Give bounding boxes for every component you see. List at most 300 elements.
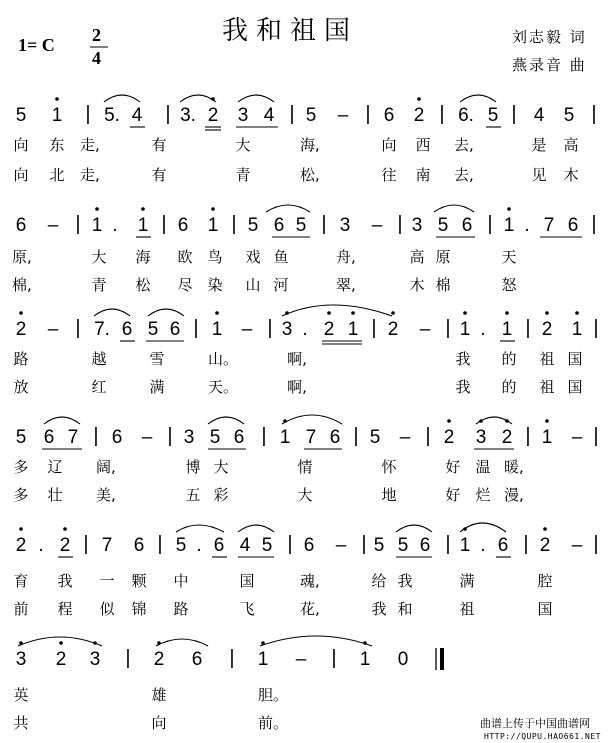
lyric: 大 [235,136,251,154]
slur [282,415,342,424]
dash: – [571,427,583,448]
slur [180,95,216,102]
octave-dot [19,527,23,531]
bar-line: | [365,103,371,125]
slur [238,95,274,102]
lyric: 我 [371,600,387,618]
bar-line: | [591,103,597,125]
note: 6 [497,535,509,556]
bar-line: | [93,425,99,447]
lyric: 我 [455,378,471,396]
note: 3 [411,215,423,236]
lyric: 棉, [12,276,32,294]
slur [282,305,392,316]
lyric: 飞 [239,600,255,618]
lyric: 美, [96,486,116,504]
lyric: 河 [273,276,289,294]
lyric: 中 [173,572,189,590]
bar-line: | [267,317,273,339]
lyric: 西 [415,136,431,154]
lyric: 原, [12,248,32,266]
bar-line: | [591,213,597,235]
lyric: 木 [563,166,579,184]
bar-line: | [83,533,89,555]
lyric: 辽 [47,458,63,476]
lyric: 给 [371,572,387,590]
lyric: 漫, [504,486,524,504]
lyric: 一 [99,572,115,590]
note: 3 [281,319,293,340]
dash: – [47,215,59,236]
lyric: 走, [80,136,100,154]
lyric: 祖 [459,600,475,618]
lyric: 往 [381,166,397,184]
lyric: 胆。 [257,686,288,704]
lyric: 满 [459,572,475,590]
lyric: 染 [207,276,223,294]
slur [460,95,496,102]
note: 1 [347,319,359,340]
slur [460,523,506,532]
slur [396,525,432,532]
lyric: 棉 [435,276,451,294]
note: 1 [541,427,553,448]
octave-dot [283,419,287,423]
dash: – [571,535,583,556]
lyric: 鱼 [273,248,289,266]
lyric: 温 [475,458,491,476]
note: 7 [305,427,317,448]
lyric: 南 [415,166,431,184]
octave-dot [55,97,59,101]
lyric: 地 [381,486,397,504]
dash: – [399,427,411,448]
bar-line: | [75,213,81,235]
octave-dot [505,311,509,315]
lyric: 北 [49,166,65,184]
note: 2 [387,319,399,340]
octave-dot [95,207,99,211]
octave-dot [63,527,67,531]
note: 2 [15,535,27,556]
bar-line: | [593,317,599,339]
bar-line: | [371,317,377,339]
dash: – [419,319,431,340]
lyric: 前 [13,600,29,618]
note: 6 [191,649,203,670]
lyric: 育 [13,572,29,590]
note: 1 [207,215,219,236]
note: 3 [183,427,195,448]
lyric: 和 [397,600,413,618]
lyric: 向 [381,136,397,154]
lyric: 青 [91,276,107,294]
note: 5 [209,427,221,448]
augmentation-dot: . [480,319,486,340]
note: 5 [261,535,273,556]
lyric: 情 [297,458,313,476]
note: 1 [501,319,513,340]
bar-line: | [167,425,173,447]
lyric: 松 [135,276,151,294]
dash: – [371,215,383,236]
bar-line: | [157,533,163,555]
note: 3 [89,649,101,670]
lyric: 多 [13,458,29,476]
note: 5 [397,535,409,556]
note: 7. [94,319,110,340]
note: 3 [15,649,27,670]
lyric: 我 [455,350,471,368]
note: 2 [413,105,425,126]
octave-dot [463,311,467,315]
note: 6 [233,427,245,448]
lyric: 花, [300,600,320,618]
note: 1 [459,319,471,340]
note: 1 [459,535,471,556]
bar-line: | [193,317,199,339]
note: 3 [339,215,351,236]
augmentation-dot: . [524,215,530,236]
lyric: 英 [13,686,29,704]
note: 2 [539,535,551,556]
slur [44,417,80,424]
octave-dot [363,641,367,645]
slur [94,309,130,316]
octave-dot [575,311,579,315]
bar-line: | [487,213,493,235]
lyric: 暖, [504,458,524,476]
rest: 0 [397,649,409,670]
lyric: 去, [454,136,474,154]
lyric: 木 [409,276,425,294]
note: 4 [533,105,545,126]
note: 5 [563,105,575,126]
lyric: 放 [13,378,29,396]
note: 1 [211,319,223,340]
octave-dot [157,641,161,645]
note: 1 [571,319,583,340]
note: 2 [153,649,165,670]
lyric: 天。 [207,378,238,396]
lyric: 见 [531,166,547,184]
lyric: 向 [13,136,29,154]
lyric: 山 [245,276,261,294]
bar-line: | [523,533,529,555]
bar-line: | [511,103,517,125]
bar-line: | [397,213,403,235]
bar-line: | [229,647,235,669]
lyric: 海, [300,136,320,154]
octave-dot [211,207,215,211]
octave-dot [543,527,547,531]
lyric: 国 [537,600,553,618]
note: 7 [101,535,113,556]
lyric: 向 [13,166,29,184]
note: 5 [147,319,159,340]
lyricist-credit: 刘志毅 词 [512,28,587,46]
lyric: 海 [135,248,151,266]
lyric: 有 [151,136,167,154]
note: 1 [359,649,371,670]
octave-dot [417,97,421,101]
bar-line: | [425,425,431,447]
lyric: 松, [300,166,320,184]
note: 6 [15,215,27,236]
octave-dot [59,641,63,645]
lyric: 大 [91,248,107,266]
note: 2 [501,427,513,448]
bar-line: | [353,425,359,447]
augmentation-dot: . [38,535,44,556]
dash: – [337,105,349,126]
note: 2 [323,319,335,340]
note: 4 [239,535,251,556]
lyric: 颗 [131,572,147,590]
bar-line: | [85,103,91,125]
note: 2 [15,319,27,340]
note: 2 [59,535,71,556]
octave-dot [215,311,219,315]
lyric: 壮 [47,486,63,504]
lyric: 是 [531,136,547,154]
note: 4 [131,105,143,126]
note: 6 [169,319,181,340]
lyric: 路 [173,600,189,618]
lyric: 我 [57,572,73,590]
note: 3. [180,105,196,126]
octave-dot [505,419,509,423]
bar-line: | [525,425,531,447]
note: 1 [257,649,269,670]
lyric: 向 [151,714,167,732]
octave-dot [93,641,97,645]
lyric: 国 [567,378,583,396]
composer-credit: 燕录音 曲 [512,56,587,74]
lyric: 的 [501,350,517,368]
lyric: 似 [99,600,115,618]
note: 5 [369,427,381,448]
lyric: 多 [13,486,29,504]
augmentation-dot: . [112,215,118,236]
note: 2 [55,649,67,670]
bar-line: | [287,533,293,555]
bar-line: | [125,647,131,669]
lyric: 鸟 [207,248,223,266]
slur [104,95,140,102]
octave-dot [261,641,265,645]
lyric: 前。 [257,714,288,732]
note: 6 [383,105,395,126]
lyric: 走, [80,166,100,184]
octave-dot [507,207,511,211]
octave-dot [479,419,483,423]
song-title: 我和祖国 [222,16,359,46]
slur [260,636,372,646]
note: 1 [91,215,103,236]
key-signature: 1= C [18,35,55,55]
slur [266,205,310,212]
lyric: 天 [501,248,517,266]
lyric: 青 [235,166,251,184]
octave-dot [391,311,395,315]
lyric: 的 [501,378,517,396]
dash: – [141,427,153,448]
lyric: 好 [445,486,461,504]
lyric: 红 [91,378,107,396]
note: 6 [419,535,431,556]
octave-dot [351,311,355,315]
watermark-url: HTTP://QUPU.HAO661.NET [484,732,601,741]
note: 5 [247,215,259,236]
dash: – [47,319,59,340]
lyric: 腔 [537,572,553,590]
bar-line: | [439,103,445,125]
note: 7 [67,427,79,448]
lyric: 共 [13,714,29,732]
dash: – [335,535,347,556]
slur [238,525,274,532]
bar-line: | [321,213,327,235]
bar-line: | [445,533,451,555]
note: 6 [329,427,341,448]
lyric: 雪 [149,350,165,368]
note: 6 [133,535,145,556]
note: 5. [104,105,120,126]
note: 6. [458,105,474,126]
lyric: 博 [185,458,201,476]
octave-dot [327,311,331,315]
lyric: 雄 [151,686,167,704]
note: 1 [51,105,63,126]
bar-line: | [261,425,267,447]
lyric: 彩 [213,486,229,504]
lyric: 祖 [539,350,555,368]
augmentation-dot: . [196,535,202,556]
slur [434,205,474,212]
lyric: 高 [563,136,579,154]
lyric: 啊, [287,350,307,368]
bar-line: | [593,425,599,447]
augmentation-dot: . [480,535,486,556]
lyric: 尽 [177,276,193,294]
note: 5 [15,427,27,448]
bar-line: | [593,533,599,555]
slur [208,417,244,424]
lyric: 越 [91,350,107,368]
note: 6 [567,215,579,236]
dash: – [295,649,307,670]
note: 6 [461,215,473,236]
note: 6 [177,215,189,236]
note: 1 [279,427,291,448]
note: 5 [487,105,499,126]
note: 5 [373,535,385,556]
lyric: 程 [57,600,73,618]
note: 6 [121,319,133,340]
lyric: 翠, [336,276,356,294]
lyric: 怀 [381,458,397,476]
octave-dot [141,207,145,211]
note: 3 [475,427,487,448]
note: 5 [437,215,449,236]
lyric: 国 [239,572,255,590]
note: 6 [43,427,55,448]
note: 1 [503,215,515,236]
lyric: 满 [149,378,165,396]
bar-line: | [75,317,81,339]
note: 6 [111,427,123,448]
lyric: 魂, [300,572,320,590]
lyric: 戏 [245,248,261,266]
octave-dot [463,527,467,531]
lyric: 阔, [96,458,116,476]
lyric: 好 [445,458,461,476]
note: 5 [175,535,187,556]
lyric: 锦 [131,600,147,618]
augmentation-dot: . [302,319,308,340]
note: 5 [295,215,307,236]
dash: – [241,319,253,340]
octave-dot [19,641,23,645]
lyric: 我 [397,572,413,590]
slur [148,309,184,316]
octave-dot [545,311,549,315]
octave-dot [19,311,23,315]
lyric: 去, [454,166,474,184]
slur [18,637,102,646]
bar-line: | [165,103,171,125]
time-signature-bottom: 4 [92,48,101,68]
lyric: 国 [567,350,583,368]
note: 5 [305,105,317,126]
octave-dot [285,311,289,315]
bar-line: | [525,317,531,339]
lyric: 大 [213,458,229,476]
lyric: 山。 [207,350,238,368]
lyric: 路 [13,350,29,368]
bar-line: | [445,317,451,339]
lyric: 高 [409,248,425,266]
lyric: 啊, [287,378,307,396]
lyric: 原 [435,248,451,266]
note: 2 [443,427,455,448]
note: 2 [541,319,553,340]
bar-line: | [161,213,167,235]
lyric: 大 [297,486,313,504]
octave-dot [211,97,215,101]
slur [176,525,224,532]
note: 1 [137,215,149,236]
bar-line: | [331,647,337,669]
slur [156,639,208,646]
octave-dot [545,419,549,423]
lyric: 祖 [539,378,555,396]
watermark-text: 曲谱上传于中国曲谱网 [480,717,590,730]
note: 6 [303,535,315,556]
note: 6 [273,215,285,236]
note: 7 [543,215,555,236]
bar-line: | [289,103,295,125]
note: 4 [263,105,275,126]
lyric: 怒 [501,276,517,294]
note: 5 [15,105,27,126]
octave-dot [447,419,451,423]
lyric: 欧 [177,248,193,266]
bar-line: | [361,533,367,555]
time-signature-top: 2 [92,25,101,45]
note: 2 [207,105,219,126]
